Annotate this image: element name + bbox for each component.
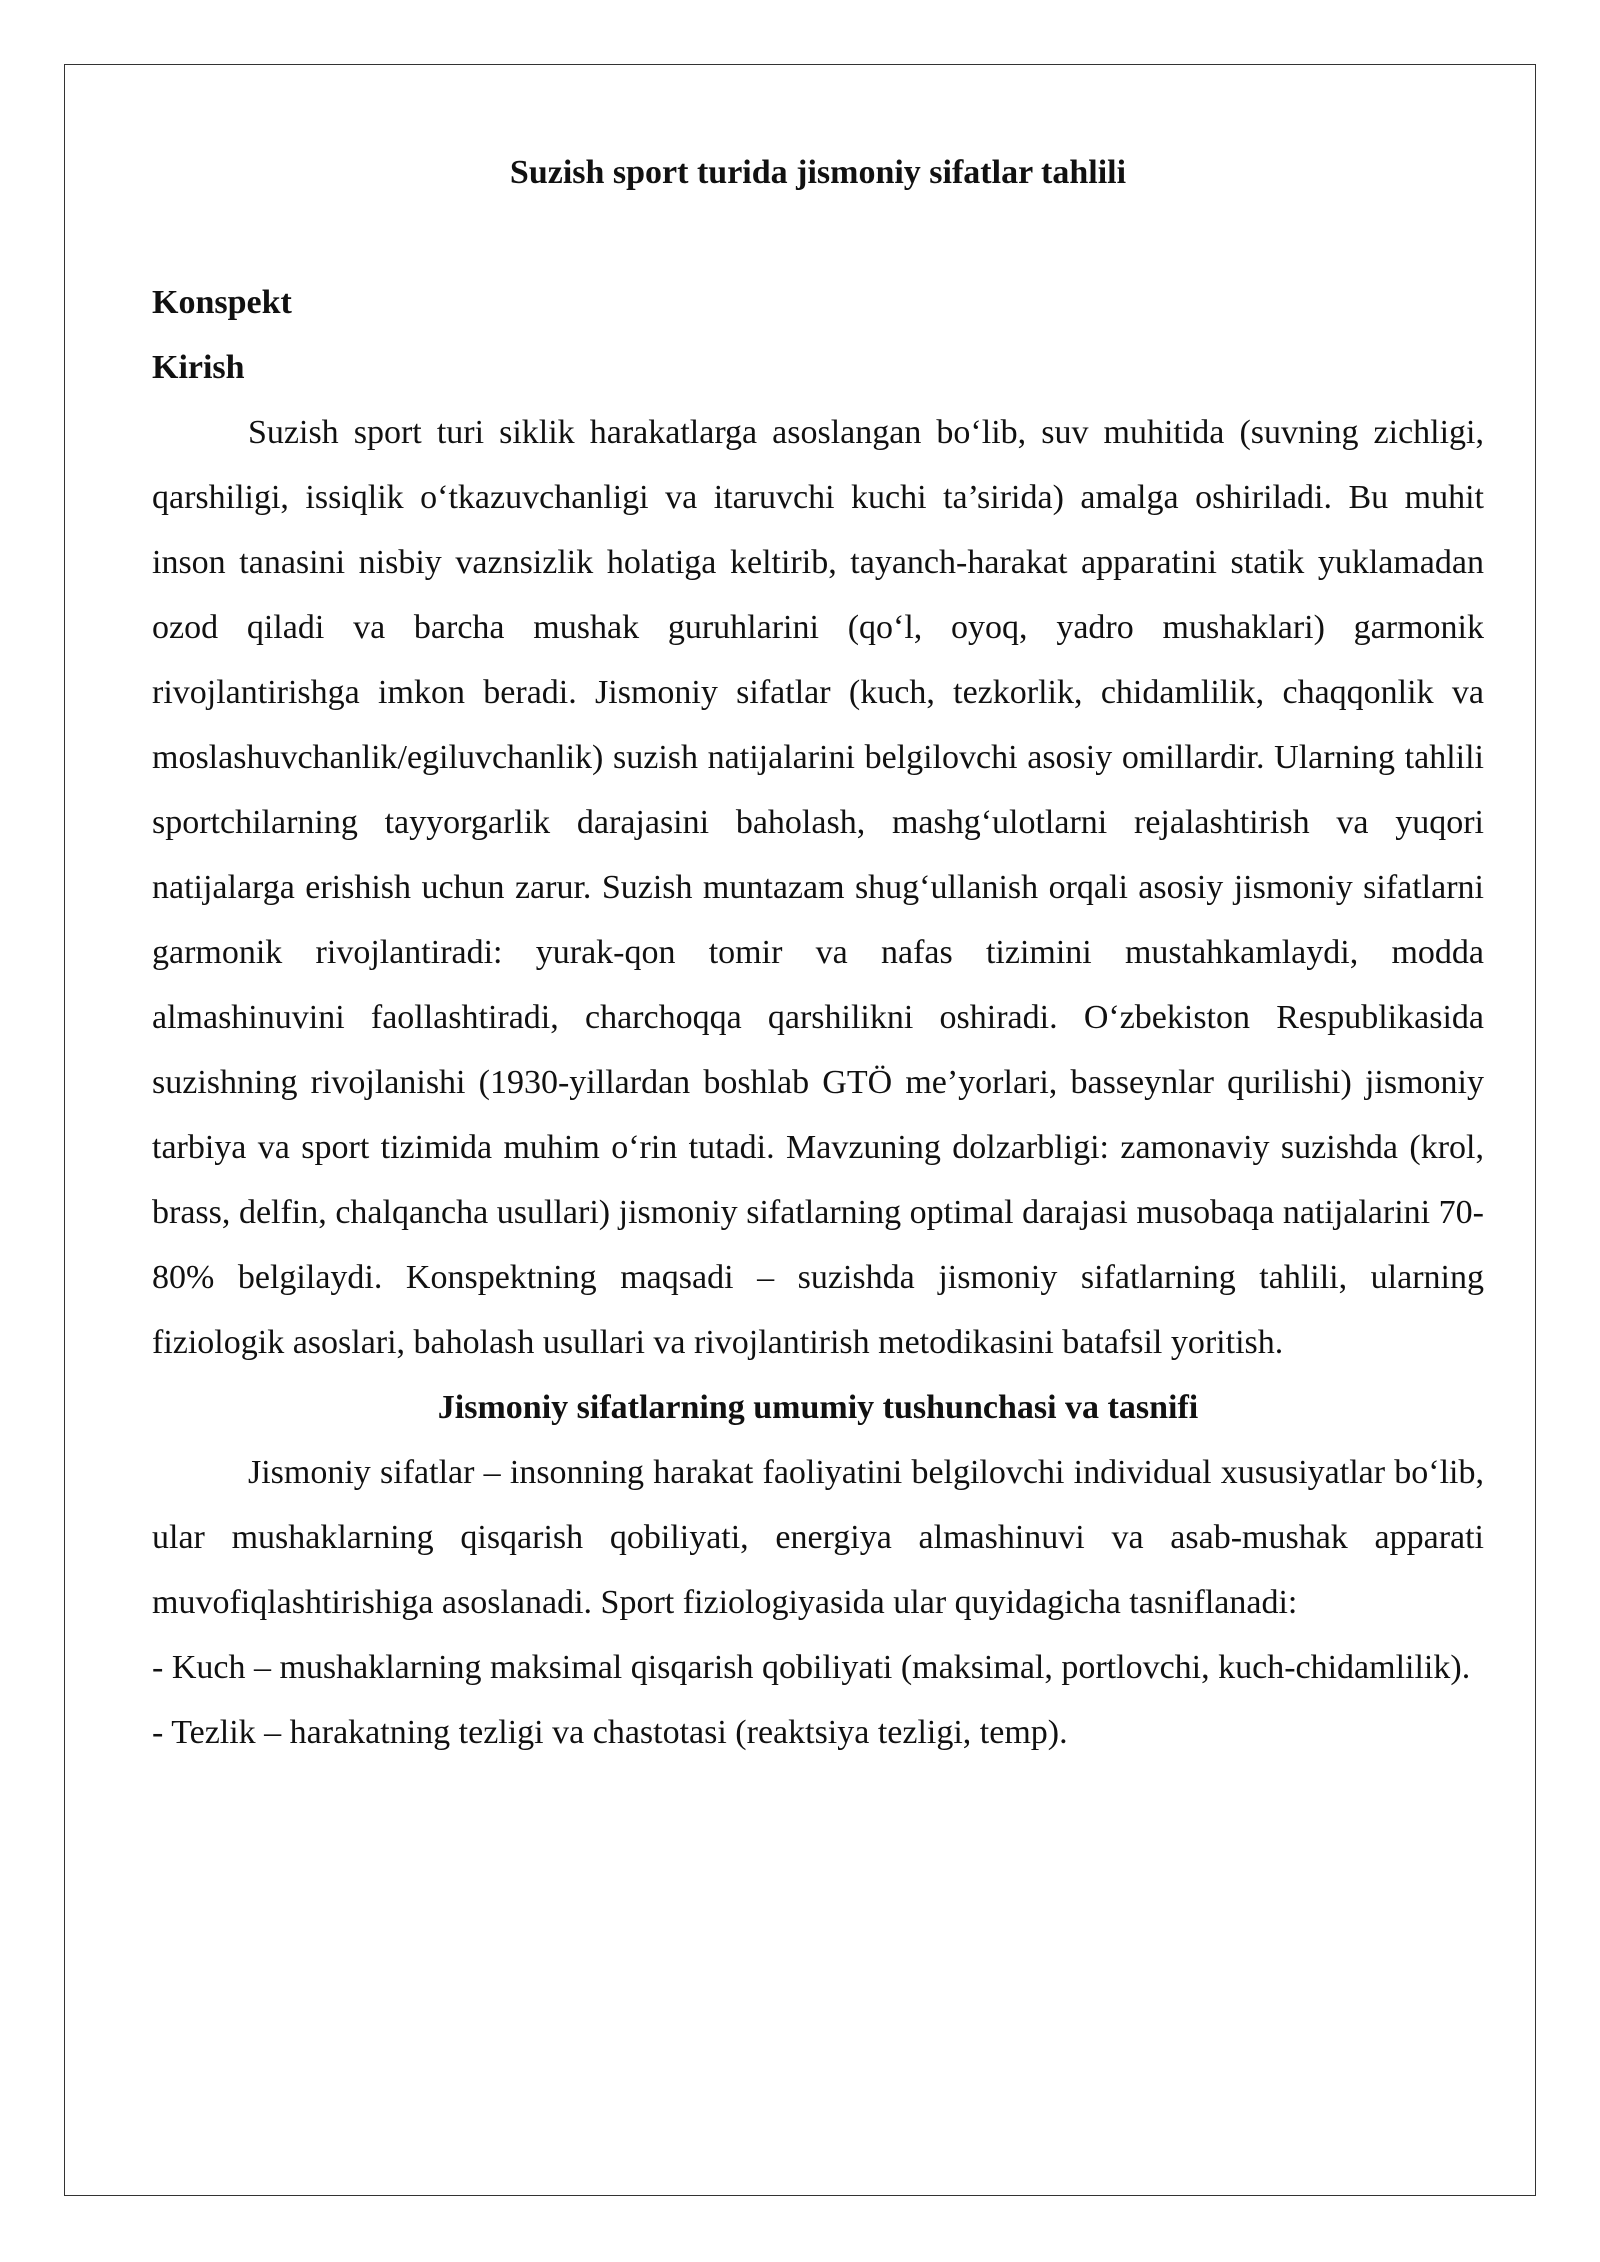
list-item-kuch: - Kuch – mushaklarning maksimal qisqarish qobiliyati (maksimal, portlovchi, kuch-chidamlilik). [152, 1649, 1471, 1686]
intro-paragraph: Suzish sport turi siklik harakatlarga asoslangan bo‘lib, suv muhitida (suvning zichligi, qarshiligi, issiqlik o‘tkazuvchanligi va itaruvchi kuchi ta’sirida) amalga oshiriladi. Bu muhit inson tanasini nisbiy vaznsizlik holatiga keltirib, tayanch-harakat apparatini statik yuklamadan ozod qiladi va barcha mushak guruhlarini (qo‘l, oyoq, yadro mushaklari) garmonik rivojlantirishga imkon beradi. Jismoniy sifatlar (kuch, tezkorlik, chidamlilik, chaqqonlik va moslashuvchanlik/egiluvchanlik) suzish natijalarini belgilovchi asosiy omillardir. Ularning tahlili sportchilarning tayyorgarlik darajasini baholash, mashg‘ulotlarni rejalashtirish va yuqori natijalarga erishish uchun zarur. Suzish muntazam shug‘ullanish orqali asosiy jismoniy sifatlarni garmonik rivojlantiradi: yurak-qon tomir va nafas tizimini mustahkamlaydi, modda almashinuvini faollashtiradi, charchoqqa qarshilikni oshiradi. O‘zbekiston Respublikasida suzishning rivojlanishi (1930-yillardan boshlab GTÖ me’yorlari, basseynlar qurilishi) jismoniy tarbiya va sport tizimida muhim o‘rin tutadi. Mavzuning dolzarbligi: zamonaviy suzishda (krol, brass, delfin, chalqancha usullari) jismoniy sifatlarning optimal darajasi musobaqa natijalarini 70-80% belgilaydi. Konspektning maqsadi – suzishda jismoniy sifatlarning tahlili, ularning fiziologik asoslari, baholash usullari va rivojlantirish metodikasini batafsil yoritish. [152, 414, 1484, 1361]
document-title: Suzish sport turida jismoniy sifatlar tahlili [509, 154, 1127, 191]
section-label: Konspekt [152, 284, 292, 321]
document-body [152, 140, 1484, 1765]
spacer [152, 205, 1484, 270]
section2-heading: Jismoniy sifatlarning umumiy tushunchasi va tasnifi [437, 1389, 1199, 1426]
list-item-tezlik: - Tezlik – harakatning tezligi va chastotasi (reaktsiya tezligi, temp). [152, 1714, 1068, 1751]
intro-heading: Kirish [152, 349, 245, 386]
section2-paragraph: Jismoniy sifatlar – insonning harakat faoliyatini belgilovchi individual xususiyatlar bo‘lib, ular mushaklarning qisqarish qobiliyati, energiya almashinuvi va asab-mushak apparati muvofiqlashtirishiga asoslanadi. Sport fiziologiyasida ular quyidagicha tasniflanadi: [152, 1454, 1484, 1621]
